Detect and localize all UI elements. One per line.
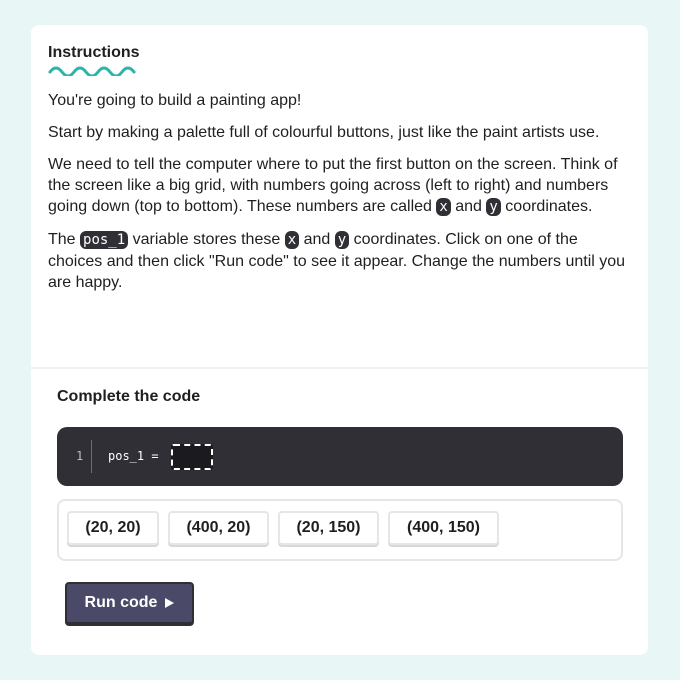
grid-text: We need to tell the computer where to put the first button on the screen. Think of the screen like a big grid, with numbers going across (left to right) and numbers going down (top to bottom). These numbers are called <box>48 156 618 215</box>
variable-paragraph <box>48 229 631 293</box>
choice-400-150-button[interactable]: (400, 150) <box>388 511 499 545</box>
y-chip: y <box>335 231 349 249</box>
intro-paragraph: You're going to build a painting app! <box>48 92 302 109</box>
click-text: coordinates. Click on one of the choices and then click "Run code" to see it appear. Change the numbers until you are happy. <box>48 231 626 291</box>
choices-container <box>57 499 623 561</box>
pos-1-chip: pos_1 <box>80 231 128 249</box>
palette-paragraph: Start by making a palette full of colourful buttons, just like the paint artists use. <box>48 124 600 141</box>
choice-20-150-button[interactable]: (20, 150) <box>278 511 379 545</box>
complete-code-heading: Complete the code <box>57 388 201 405</box>
choice-20-20-button[interactable]: (20, 20) <box>67 511 159 545</box>
and-text: and <box>299 231 335 248</box>
x-chip: x <box>436 198 450 216</box>
code-line: pos_1 = <box>108 449 166 463</box>
and-text: and <box>450 198 487 215</box>
stores-text: variable stores these <box>128 231 285 248</box>
choice-400-20-button[interactable]: (400, 20) <box>168 511 269 545</box>
code-editor <box>57 427 623 486</box>
coordinates-text: coordinates. <box>500 198 593 215</box>
y-chip: y <box>486 198 500 216</box>
grid-paragraph <box>48 154 631 218</box>
play-icon <box>165 598 174 608</box>
section-divider <box>31 367 648 369</box>
instructions-card <box>31 25 648 655</box>
instructions-heading: Instructions <box>48 44 140 61</box>
the-text: The <box>48 231 81 248</box>
x-chip: x <box>285 231 299 249</box>
gutter-divider <box>91 440 92 473</box>
run-code-label: Run code <box>84 594 158 611</box>
instructions-section <box>31 25 648 293</box>
line-number: 1 <box>76 449 84 463</box>
answer-drop-slot[interactable] <box>171 444 213 470</box>
squiggle-decoration-icon <box>48 64 140 76</box>
run-code-button[interactable] <box>65 582 194 624</box>
